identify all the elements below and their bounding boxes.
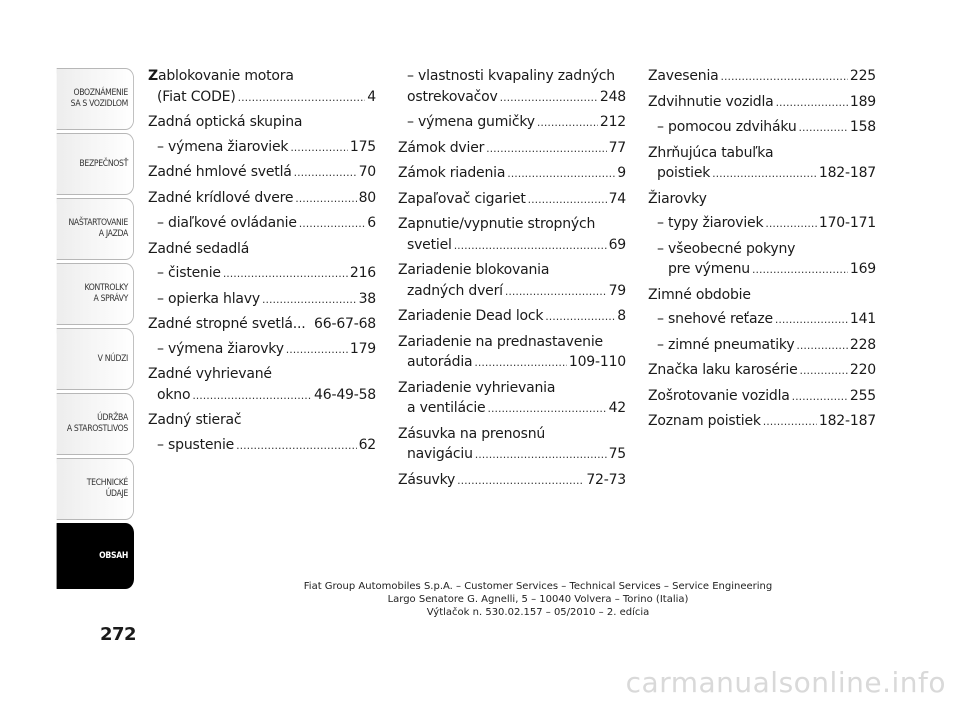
index-page-ref[interactable]: 225 bbox=[849, 68, 876, 84]
index-line bbox=[648, 66, 876, 88]
index-page-ref[interactable]: 216 bbox=[349, 265, 376, 281]
index-line bbox=[148, 87, 376, 109]
index-term: – výmena žiarovky bbox=[157, 340, 284, 357]
index-entry bbox=[398, 189, 626, 211]
section-tab[interactable]: V NÚDZI bbox=[57, 328, 134, 390]
leader-dots bbox=[763, 412, 817, 433]
leader-dots bbox=[796, 336, 847, 357]
index-entry bbox=[648, 335, 876, 357]
index-line bbox=[148, 289, 376, 311]
section-tab[interactable]: ÚDRŽBA A STAROSTLIVOS bbox=[57, 393, 134, 455]
index-entry bbox=[648, 386, 876, 408]
index-page-ref[interactable]: 80 bbox=[358, 189, 376, 206]
watermark: carmanualsonline.info bbox=[625, 666, 946, 699]
index-page-ref[interactable]: 169 bbox=[849, 261, 876, 277]
index-line bbox=[648, 411, 876, 433]
index-entry bbox=[148, 213, 376, 235]
leader-dots bbox=[486, 139, 606, 160]
index-page-ref[interactable]: 220 bbox=[849, 362, 876, 378]
leader-dots bbox=[487, 399, 606, 420]
index-line bbox=[648, 92, 876, 114]
index-term: Zariadenie na prednastavenie bbox=[398, 333, 603, 350]
index-term: svetiel bbox=[407, 236, 452, 253]
index-page-ref[interactable]: 158 bbox=[849, 119, 876, 135]
leader-dots bbox=[500, 88, 598, 109]
index-entry bbox=[648, 411, 876, 433]
index-page-ref[interactable]: 75 bbox=[608, 446, 626, 462]
index-line bbox=[148, 213, 376, 235]
index-line bbox=[648, 309, 876, 331]
index-page-ref[interactable]: 77 bbox=[608, 139, 626, 156]
index-line bbox=[148, 112, 376, 133]
index-entry bbox=[648, 360, 876, 382]
index-term: Zásuvky bbox=[398, 471, 456, 488]
index-page-ref[interactable]: 175 bbox=[349, 138, 376, 155]
index-column-3 bbox=[648, 66, 876, 437]
index-term: Zablokovanie motora bbox=[148, 68, 294, 84]
index-line bbox=[648, 143, 876, 164]
leader-dots bbox=[262, 290, 357, 311]
index-term: Zdvihnutie vozidla bbox=[648, 93, 774, 110]
index-line bbox=[648, 117, 876, 139]
index-entry bbox=[148, 112, 376, 133]
index-column-1 bbox=[148, 66, 376, 460]
leader-dots bbox=[712, 164, 817, 185]
index-line bbox=[398, 470, 626, 492]
index-entry bbox=[398, 112, 626, 134]
index-page-ref[interactable]: 66-67-68 bbox=[314, 316, 376, 332]
index-term: Zapnutie/vypnutie stropných bbox=[398, 216, 596, 232]
index-term: Zadné hmlové svetlá bbox=[148, 164, 292, 180]
footer-line-1: Fiat Group Automobiles S.p.A. – Customer Services – Technical Services – Service Engineering bbox=[303, 581, 773, 592]
leader-dots bbox=[236, 436, 357, 457]
index-term: (Fiat CODE) bbox=[157, 88, 236, 105]
leader-dots bbox=[545, 307, 615, 328]
index-term: Zhrňujúca tabuľka bbox=[648, 144, 774, 161]
index-term: Zadné krídlové dvere bbox=[148, 189, 294, 206]
index-line bbox=[148, 239, 376, 260]
index-term: Zadné stropné svetlá... bbox=[148, 316, 306, 332]
leader-dots bbox=[457, 471, 584, 492]
index-entry bbox=[398, 424, 626, 466]
index-page-ref[interactable]: 79 bbox=[608, 282, 626, 299]
index-page-ref[interactable]: 170-171 bbox=[818, 215, 876, 231]
index-entry bbox=[148, 410, 376, 431]
index-line bbox=[148, 314, 376, 335]
index-line bbox=[648, 189, 876, 210]
index-entry bbox=[648, 239, 876, 281]
index-line bbox=[398, 235, 626, 257]
index-line bbox=[648, 259, 876, 281]
index-term: – pomocou zdviháku bbox=[657, 119, 797, 135]
index-term: Žiarovky bbox=[648, 190, 707, 207]
publisher-footer bbox=[148, 580, 928, 619]
index-line bbox=[398, 332, 626, 353]
index-entry bbox=[148, 364, 376, 406]
index-page-ref[interactable]: 141 bbox=[849, 311, 876, 327]
index-term: Zoznam poistiek bbox=[648, 413, 761, 429]
index-entry bbox=[148, 188, 376, 210]
index-term: Zadný stierač bbox=[148, 412, 242, 428]
index-line bbox=[398, 398, 626, 420]
index-line bbox=[648, 239, 876, 260]
index-entry bbox=[398, 66, 626, 108]
index-line bbox=[648, 386, 876, 408]
index-term: navigáciu bbox=[407, 446, 473, 462]
index-term: Zimné obdobie bbox=[648, 286, 751, 303]
index-term: Zariadenie vyhrievania bbox=[398, 379, 556, 396]
index-term: – zimné pneumatiky bbox=[657, 336, 795, 353]
index-entry bbox=[398, 378, 626, 420]
index-page-ref[interactable]: 8 bbox=[617, 308, 626, 324]
index-entry bbox=[148, 162, 376, 184]
index-entry bbox=[148, 435, 376, 457]
leader-dots bbox=[454, 236, 607, 257]
index-entry bbox=[398, 470, 626, 492]
index-term: – opierka hlavy bbox=[157, 290, 260, 307]
index-entry bbox=[398, 163, 626, 185]
footer-line-3: Výtlačok n. 530.02.157 – 05/2010 – 2. edícia bbox=[426, 607, 650, 618]
index-line bbox=[648, 163, 876, 185]
index-term: zadných dverí bbox=[407, 282, 503, 299]
index-page-ref[interactable]: 62 bbox=[358, 436, 376, 453]
index-term: Zadné sedadlá bbox=[148, 240, 250, 257]
index-term: Zapaľovač cigariet bbox=[398, 190, 526, 207]
index-term: – všeobecné pokyny bbox=[657, 240, 796, 257]
index-entry bbox=[398, 214, 626, 256]
leader-dots bbox=[295, 189, 356, 210]
index-line bbox=[148, 435, 376, 457]
index-term: – spustenie bbox=[157, 436, 235, 453]
index-term: Značka laku karosérie bbox=[648, 362, 798, 378]
index-term: Zariadenie blokovania bbox=[398, 262, 550, 278]
leader-dots bbox=[474, 353, 566, 374]
index-line bbox=[148, 162, 376, 184]
index-term: Zariadenie Dead lock bbox=[398, 308, 544, 324]
index-entry bbox=[648, 213, 876, 235]
index-term: Zámok riadenia bbox=[398, 165, 506, 181]
index-line bbox=[398, 138, 626, 160]
leader-dots bbox=[192, 386, 312, 407]
index-line bbox=[148, 339, 376, 361]
index-page-ref[interactable]: 182-187 bbox=[818, 165, 876, 181]
footer-line-2: Largo Senatore G. Agnelli, 5 – 10040 Volvera – Torino (Italia) bbox=[387, 594, 689, 605]
section-tab[interactable]: BEZPEČNOSŤ bbox=[57, 133, 134, 195]
index-entry bbox=[148, 239, 376, 260]
index-entry bbox=[398, 332, 626, 374]
index-page-ref[interactable]: 189 bbox=[849, 93, 876, 110]
leader-dots bbox=[507, 164, 615, 185]
index-line bbox=[148, 66, 376, 87]
index-line bbox=[398, 66, 626, 87]
index-term: okno bbox=[157, 386, 191, 403]
index-line bbox=[398, 306, 626, 328]
index-line bbox=[148, 263, 376, 285]
leader-dots bbox=[752, 260, 848, 281]
leader-dots bbox=[238, 88, 366, 109]
index-line bbox=[648, 360, 876, 382]
index-line bbox=[148, 364, 376, 385]
index-term: – diaľkové ovládanie bbox=[157, 215, 297, 231]
index-term: Zámok dvier bbox=[398, 139, 485, 156]
index-page-ref[interactable]: 182-187 bbox=[818, 413, 876, 429]
index-page-ref[interactable]: 38 bbox=[358, 290, 376, 307]
index-page-ref[interactable]: 6 bbox=[367, 215, 376, 231]
index-page-ref[interactable]: 212 bbox=[599, 114, 626, 130]
index-page-ref[interactable]: 109-110 bbox=[568, 354, 626, 370]
index-line bbox=[398, 163, 626, 185]
index-entry bbox=[148, 137, 376, 159]
index-page-ref[interactable]: 248 bbox=[599, 88, 626, 105]
index-entry bbox=[648, 117, 876, 139]
leader-dots bbox=[537, 113, 598, 134]
index-term: – čistenie bbox=[157, 265, 221, 281]
index-page-ref[interactable]: 255 bbox=[849, 387, 876, 404]
leader-dots bbox=[765, 214, 817, 235]
index-line bbox=[398, 214, 626, 235]
leader-dots bbox=[799, 118, 848, 139]
index-entry bbox=[148, 289, 376, 311]
index-line bbox=[148, 137, 376, 159]
leader-dots bbox=[776, 93, 848, 114]
leader-dots bbox=[223, 264, 348, 285]
index-page-ref[interactable]: 9 bbox=[617, 165, 626, 181]
index-term: a ventilácie bbox=[407, 400, 486, 416]
page-number: 272 bbox=[100, 624, 137, 645]
leader-dots bbox=[775, 310, 848, 331]
index-line bbox=[148, 385, 376, 407]
index-term: Zásuvka na prenosnú bbox=[398, 425, 546, 442]
leader-dots bbox=[505, 282, 607, 303]
section-tab[interactable]: KONTROLKY A SPRÁVY bbox=[57, 263, 134, 325]
index-entry bbox=[148, 263, 376, 285]
index-page-ref[interactable]: 72-73 bbox=[586, 471, 626, 488]
index-line bbox=[398, 112, 626, 134]
index-entry bbox=[398, 260, 626, 302]
index-term: autorádia bbox=[407, 354, 473, 370]
section-tabs bbox=[44, 68, 134, 592]
leader-dots bbox=[299, 214, 366, 235]
index-entry bbox=[398, 138, 626, 160]
index-entry bbox=[148, 314, 376, 335]
index-line bbox=[148, 188, 376, 210]
index-page-ref[interactable]: 42 bbox=[608, 400, 626, 416]
index-page-ref[interactable]: 4 bbox=[367, 88, 376, 105]
index-entry bbox=[648, 143, 876, 185]
index-line bbox=[398, 444, 626, 466]
index-term: Zadná optická skupina bbox=[148, 114, 303, 130]
section-tab[interactable]: TECHNICKÉ ÚDAJE bbox=[57, 458, 134, 520]
index-term: pre výmenu bbox=[668, 261, 750, 277]
index-line bbox=[398, 378, 626, 399]
leader-dots bbox=[475, 445, 607, 466]
index-entry bbox=[648, 66, 876, 88]
index-term: Zadné vyhrievané bbox=[148, 366, 272, 382]
index-entry bbox=[398, 306, 626, 328]
index-line bbox=[648, 213, 876, 235]
index-page-ref[interactable]: 69 bbox=[608, 236, 626, 253]
section-tab[interactable]: OBOZNÁMENIE SA S VOZIDLOM bbox=[57, 68, 134, 130]
index-term: – snehové reťaze bbox=[657, 311, 773, 327]
index-entry bbox=[648, 285, 876, 306]
index-line bbox=[648, 335, 876, 357]
index-entry bbox=[148, 339, 376, 361]
index-column-2 bbox=[398, 66, 626, 495]
index-line bbox=[148, 410, 376, 431]
leader-dots bbox=[528, 190, 607, 211]
index-term: ostrekovačov bbox=[407, 88, 498, 105]
index-term: Zavesenia bbox=[648, 68, 719, 84]
index-term: – výmena žiaroviek bbox=[157, 138, 289, 155]
index-page-ref[interactable]: 70 bbox=[358, 164, 376, 180]
index-page-ref[interactable]: 74 bbox=[608, 190, 626, 207]
index-line bbox=[398, 352, 626, 374]
section-tab[interactable]: OBSAH bbox=[57, 523, 134, 589]
leader-dots bbox=[294, 163, 357, 184]
index-line bbox=[398, 260, 626, 281]
index-term: poistiek bbox=[657, 165, 711, 181]
index-term: – vlastnosti kvapaliny zadných bbox=[407, 68, 615, 84]
index-entry bbox=[648, 92, 876, 114]
leader-dots bbox=[286, 340, 348, 361]
index-line bbox=[398, 189, 626, 211]
section-tab[interactable]: NAŠTARTOVANIE A JAZDA bbox=[57, 198, 134, 260]
index-line bbox=[398, 281, 626, 303]
index-line bbox=[398, 87, 626, 109]
index-page-ref[interactable]: 46-49-58 bbox=[314, 386, 376, 403]
index-line bbox=[648, 285, 876, 306]
index-term: – výmena gumičky bbox=[407, 114, 535, 130]
leader-dots bbox=[800, 361, 848, 382]
index-entry bbox=[148, 66, 376, 108]
index-term: Zošrotovanie vozidla bbox=[648, 387, 790, 404]
index-page-ref[interactable]: 179 bbox=[349, 340, 376, 357]
index-line bbox=[398, 424, 626, 445]
index-entry bbox=[648, 309, 876, 331]
leader-dots bbox=[792, 387, 848, 408]
index-term: – typy žiaroviek bbox=[657, 215, 764, 231]
leader-dots bbox=[721, 67, 848, 88]
index-entry bbox=[648, 189, 876, 210]
index-page-ref[interactable]: 228 bbox=[849, 336, 876, 353]
leader-dots bbox=[290, 138, 348, 159]
